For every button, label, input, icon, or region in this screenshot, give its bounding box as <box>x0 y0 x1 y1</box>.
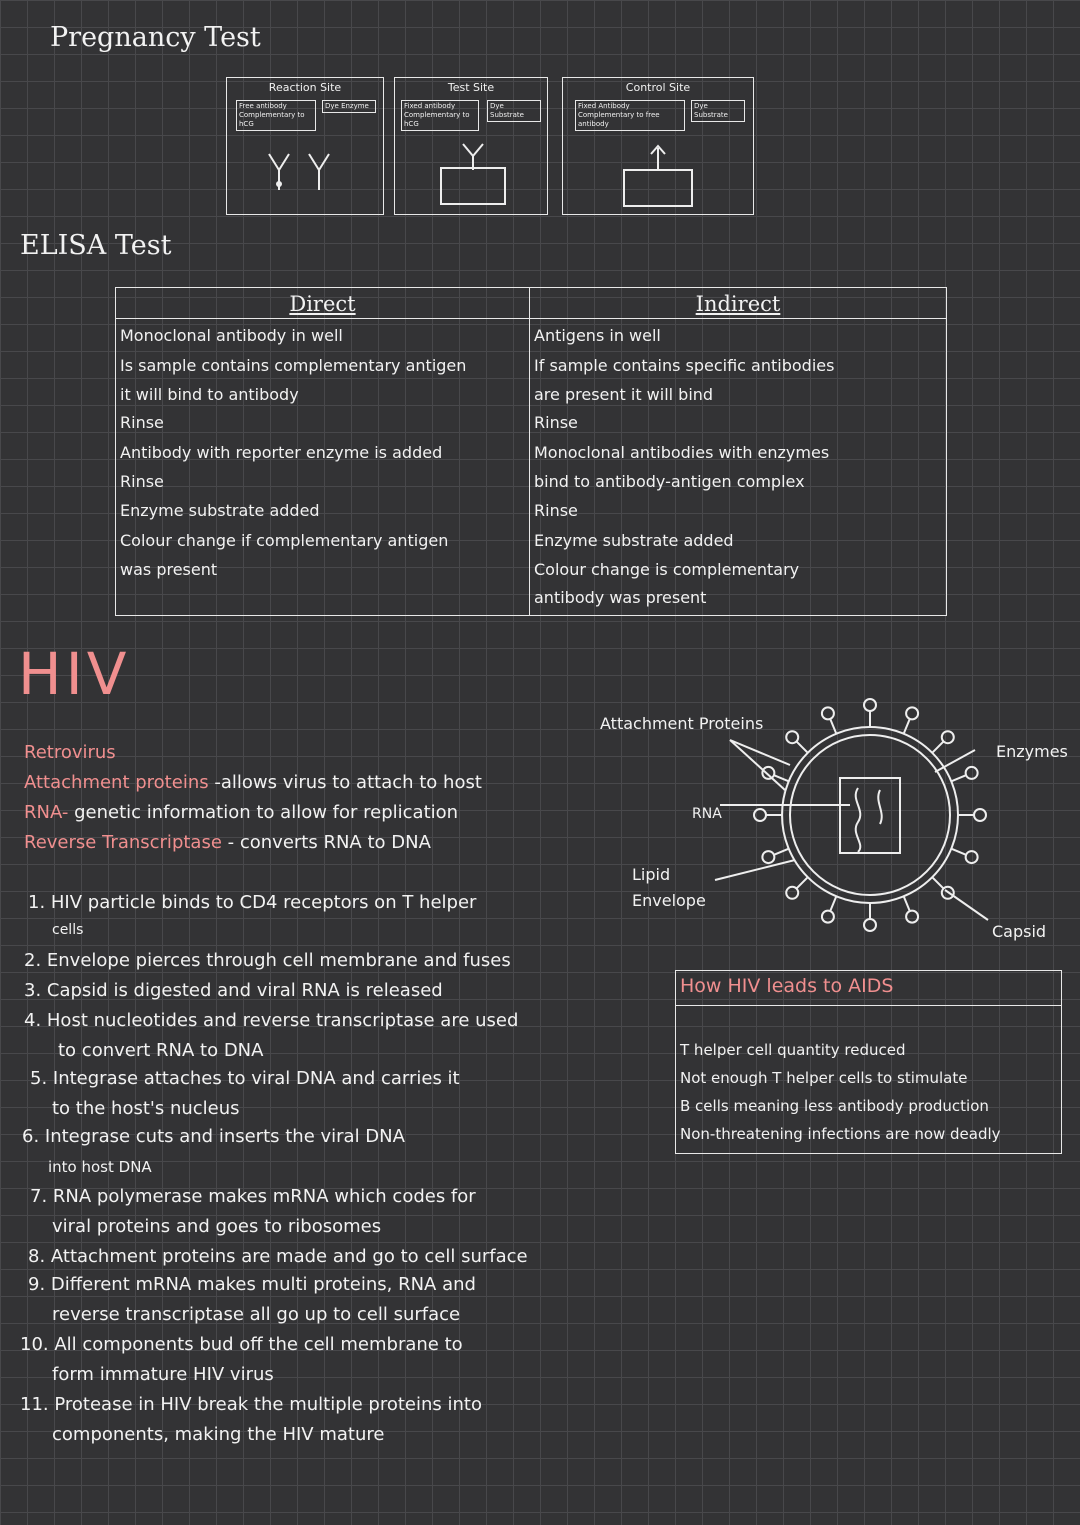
step-line: reverse transcriptase all go up to cell surface <box>52 1304 461 1325</box>
elisa-direct-line: it will bind to antibody <box>120 385 299 404</box>
attachment-protein-spikes <box>754 699 986 931</box>
lipid-envelope-label: Lipid Envelope <box>632 865 706 910</box>
elisa-direct-column <box>116 288 530 615</box>
spike-head <box>786 731 798 743</box>
elisa-indirect-column <box>530 288 946 615</box>
elisa-direct-line: was present <box>120 560 218 579</box>
elisa-direct-line: Antibody with reporter enzyme is added <box>120 443 443 462</box>
spike-head <box>906 911 918 923</box>
spike-head <box>762 851 774 863</box>
spike-stalk <box>796 741 807 752</box>
aids-line: Non-threatening infections are now deadly <box>680 1125 1001 1143</box>
step-line: cells <box>52 922 84 938</box>
spike-head <box>864 699 876 711</box>
elisa-table <box>115 287 947 616</box>
elisa-indirect-line: Rinse <box>534 413 578 432</box>
spike-stalk <box>904 719 910 734</box>
step-line: 10. All components bud off the cell membrane to <box>20 1334 463 1355</box>
reaction-site-box <box>226 77 384 215</box>
step-line: into host DNA <box>48 1158 152 1176</box>
step-line: viral proteins and goes to ribosomes <box>52 1216 382 1237</box>
aids-line: Not enough T helper cells to stimulate <box>680 1069 968 1087</box>
step-line: to the host's nucleus <box>52 1098 240 1119</box>
elisa-indirect-heading: Indirect <box>695 292 781 316</box>
elisa-title: ELISA Test <box>20 230 172 261</box>
spike-head <box>942 731 954 743</box>
control-site-dye-box: Dye Substrate <box>691 100 745 122</box>
elisa-direct-line: Colour change if complementary antigen <box>120 531 449 550</box>
spike-stalk <box>796 877 807 888</box>
spike-stalk <box>774 775 789 781</box>
step-line: 3. Capsid is digested and viral RNA is released <box>24 980 443 1001</box>
definition-attachment: Attachment proteins -allows virus to attach to host <box>24 772 482 793</box>
retrovirus-label: Retrovirus <box>24 742 116 763</box>
test-site-label: Test Site <box>447 81 495 94</box>
test-site-antibody-box: Fixed antibody Complementary to hCG <box>401 100 479 131</box>
control-site-box <box>562 77 754 215</box>
elisa-indirect-line: bind to antibody-antigen complex <box>534 472 805 491</box>
reaction-site-antibody-box: Free antibody Complementary to hCG <box>236 100 316 131</box>
spike-head <box>966 767 978 779</box>
spike-stalk <box>904 896 910 911</box>
spike-head <box>822 911 834 923</box>
step-line: components, making the HIV mature <box>52 1424 385 1445</box>
aids-title: How HIV leads to AIDS <box>680 975 894 997</box>
elisa-direct-line: Rinse <box>120 413 164 432</box>
step-line: 1. HIV particle binds to CD4 receptors on T helper <box>28 892 477 913</box>
control-antibody-icon <box>618 138 698 208</box>
aids-line: T helper cell quantity reduced <box>680 1041 906 1059</box>
attachment-proteins-label: Attachment Proteins <box>600 714 764 733</box>
elisa-indirect-line: Monoclonal antibodies with enzymes <box>534 443 830 462</box>
pregnancy-title: Pregnancy Test <box>50 22 261 53</box>
spike-head <box>966 851 978 863</box>
step-line: to convert RNA to DNA <box>58 1040 264 1061</box>
elisa-indirect-line: Rinse <box>534 501 578 520</box>
aids-line: B cells meaning less antibody production <box>680 1097 989 1115</box>
elisa-indirect-line: Enzyme substrate added <box>534 531 734 550</box>
spike-head <box>754 809 766 821</box>
elisa-indirect-line: Colour change is complementary <box>534 560 800 579</box>
step-line: 2. Envelope pierces through cell membrane and fuses <box>24 950 511 971</box>
hiv-virus-diagram <box>690 690 1010 950</box>
spike-stalk <box>932 741 943 752</box>
spike-stalk <box>830 719 836 734</box>
definition-reverse-transcriptase: Reverse Transcriptase - converts RNA to DNA <box>24 832 431 853</box>
elisa-indirect-line: Antigens in well <box>534 326 661 345</box>
spike-stalk <box>932 877 943 888</box>
spike-head <box>974 809 986 821</box>
elisa-indirect-line: are present it will bind <box>534 385 714 404</box>
step-line: 11. Protease in HIV break the multiple proteins into <box>20 1394 482 1415</box>
definition-rna: RNA- genetic information to allow for replication <box>24 802 459 823</box>
elisa-direct-line: Enzyme substrate added <box>120 501 320 520</box>
spike-stalk <box>951 775 966 781</box>
spike-stalk <box>774 849 789 855</box>
step-line: 9. Different mRNA makes multi proteins, RNA and <box>28 1274 476 1295</box>
elisa-indirect-line: antibody was present <box>534 588 707 607</box>
control-site-label: Control Site <box>625 81 691 94</box>
elisa-direct-heading: Direct <box>289 292 356 316</box>
rna-label: RNA <box>692 806 722 822</box>
step-line: 8. Attachment proteins are made and go to cell surface <box>28 1246 528 1267</box>
spike-head <box>906 707 918 719</box>
capsid-label: Capsid <box>992 922 1047 941</box>
step-line: 6. Integrase cuts and inserts the viral DNA <box>22 1126 405 1147</box>
elisa-direct-line: Monoclonal antibody in well <box>120 326 343 345</box>
elisa-indirect-line: If sample contains specific antibodies <box>534 356 835 375</box>
reaction-site-dye-box: Dye Enzyme <box>322 100 376 113</box>
spike-stalk <box>951 849 966 855</box>
spike-head <box>786 887 798 899</box>
enzymes-label: Enzymes <box>996 742 1068 761</box>
free-antibodies-icon <box>267 148 347 198</box>
step-line: 7. RNA polymerase makes mRNA which codes for <box>30 1186 476 1207</box>
step-line: 5. Integrase attaches to viral DNA and carries it <box>30 1068 460 1089</box>
hiv-title: HIV <box>18 640 131 708</box>
step-line: 4. Host nucleotides and reverse transcriptase are used <box>24 1010 519 1031</box>
step-line: form immature HIV virus <box>52 1364 274 1385</box>
test-site-box <box>394 77 548 215</box>
control-site-antibody-box: Fixed Antibody Complementary to free antibody <box>575 100 685 131</box>
spike-head <box>762 767 774 779</box>
elisa-direct-line: Rinse <box>120 472 164 491</box>
reaction-site-label: Reaction Site <box>268 81 342 94</box>
spike-head <box>864 919 876 931</box>
spike-stalk <box>830 896 836 911</box>
spike-head <box>822 707 834 719</box>
test-site-dye-box: Dye Substrate <box>487 100 541 122</box>
hiv-aids-box <box>675 970 1062 1154</box>
fixed-antibody-icon <box>435 138 515 208</box>
elisa-direct-line: Is sample contains complementary antigen <box>120 356 467 375</box>
